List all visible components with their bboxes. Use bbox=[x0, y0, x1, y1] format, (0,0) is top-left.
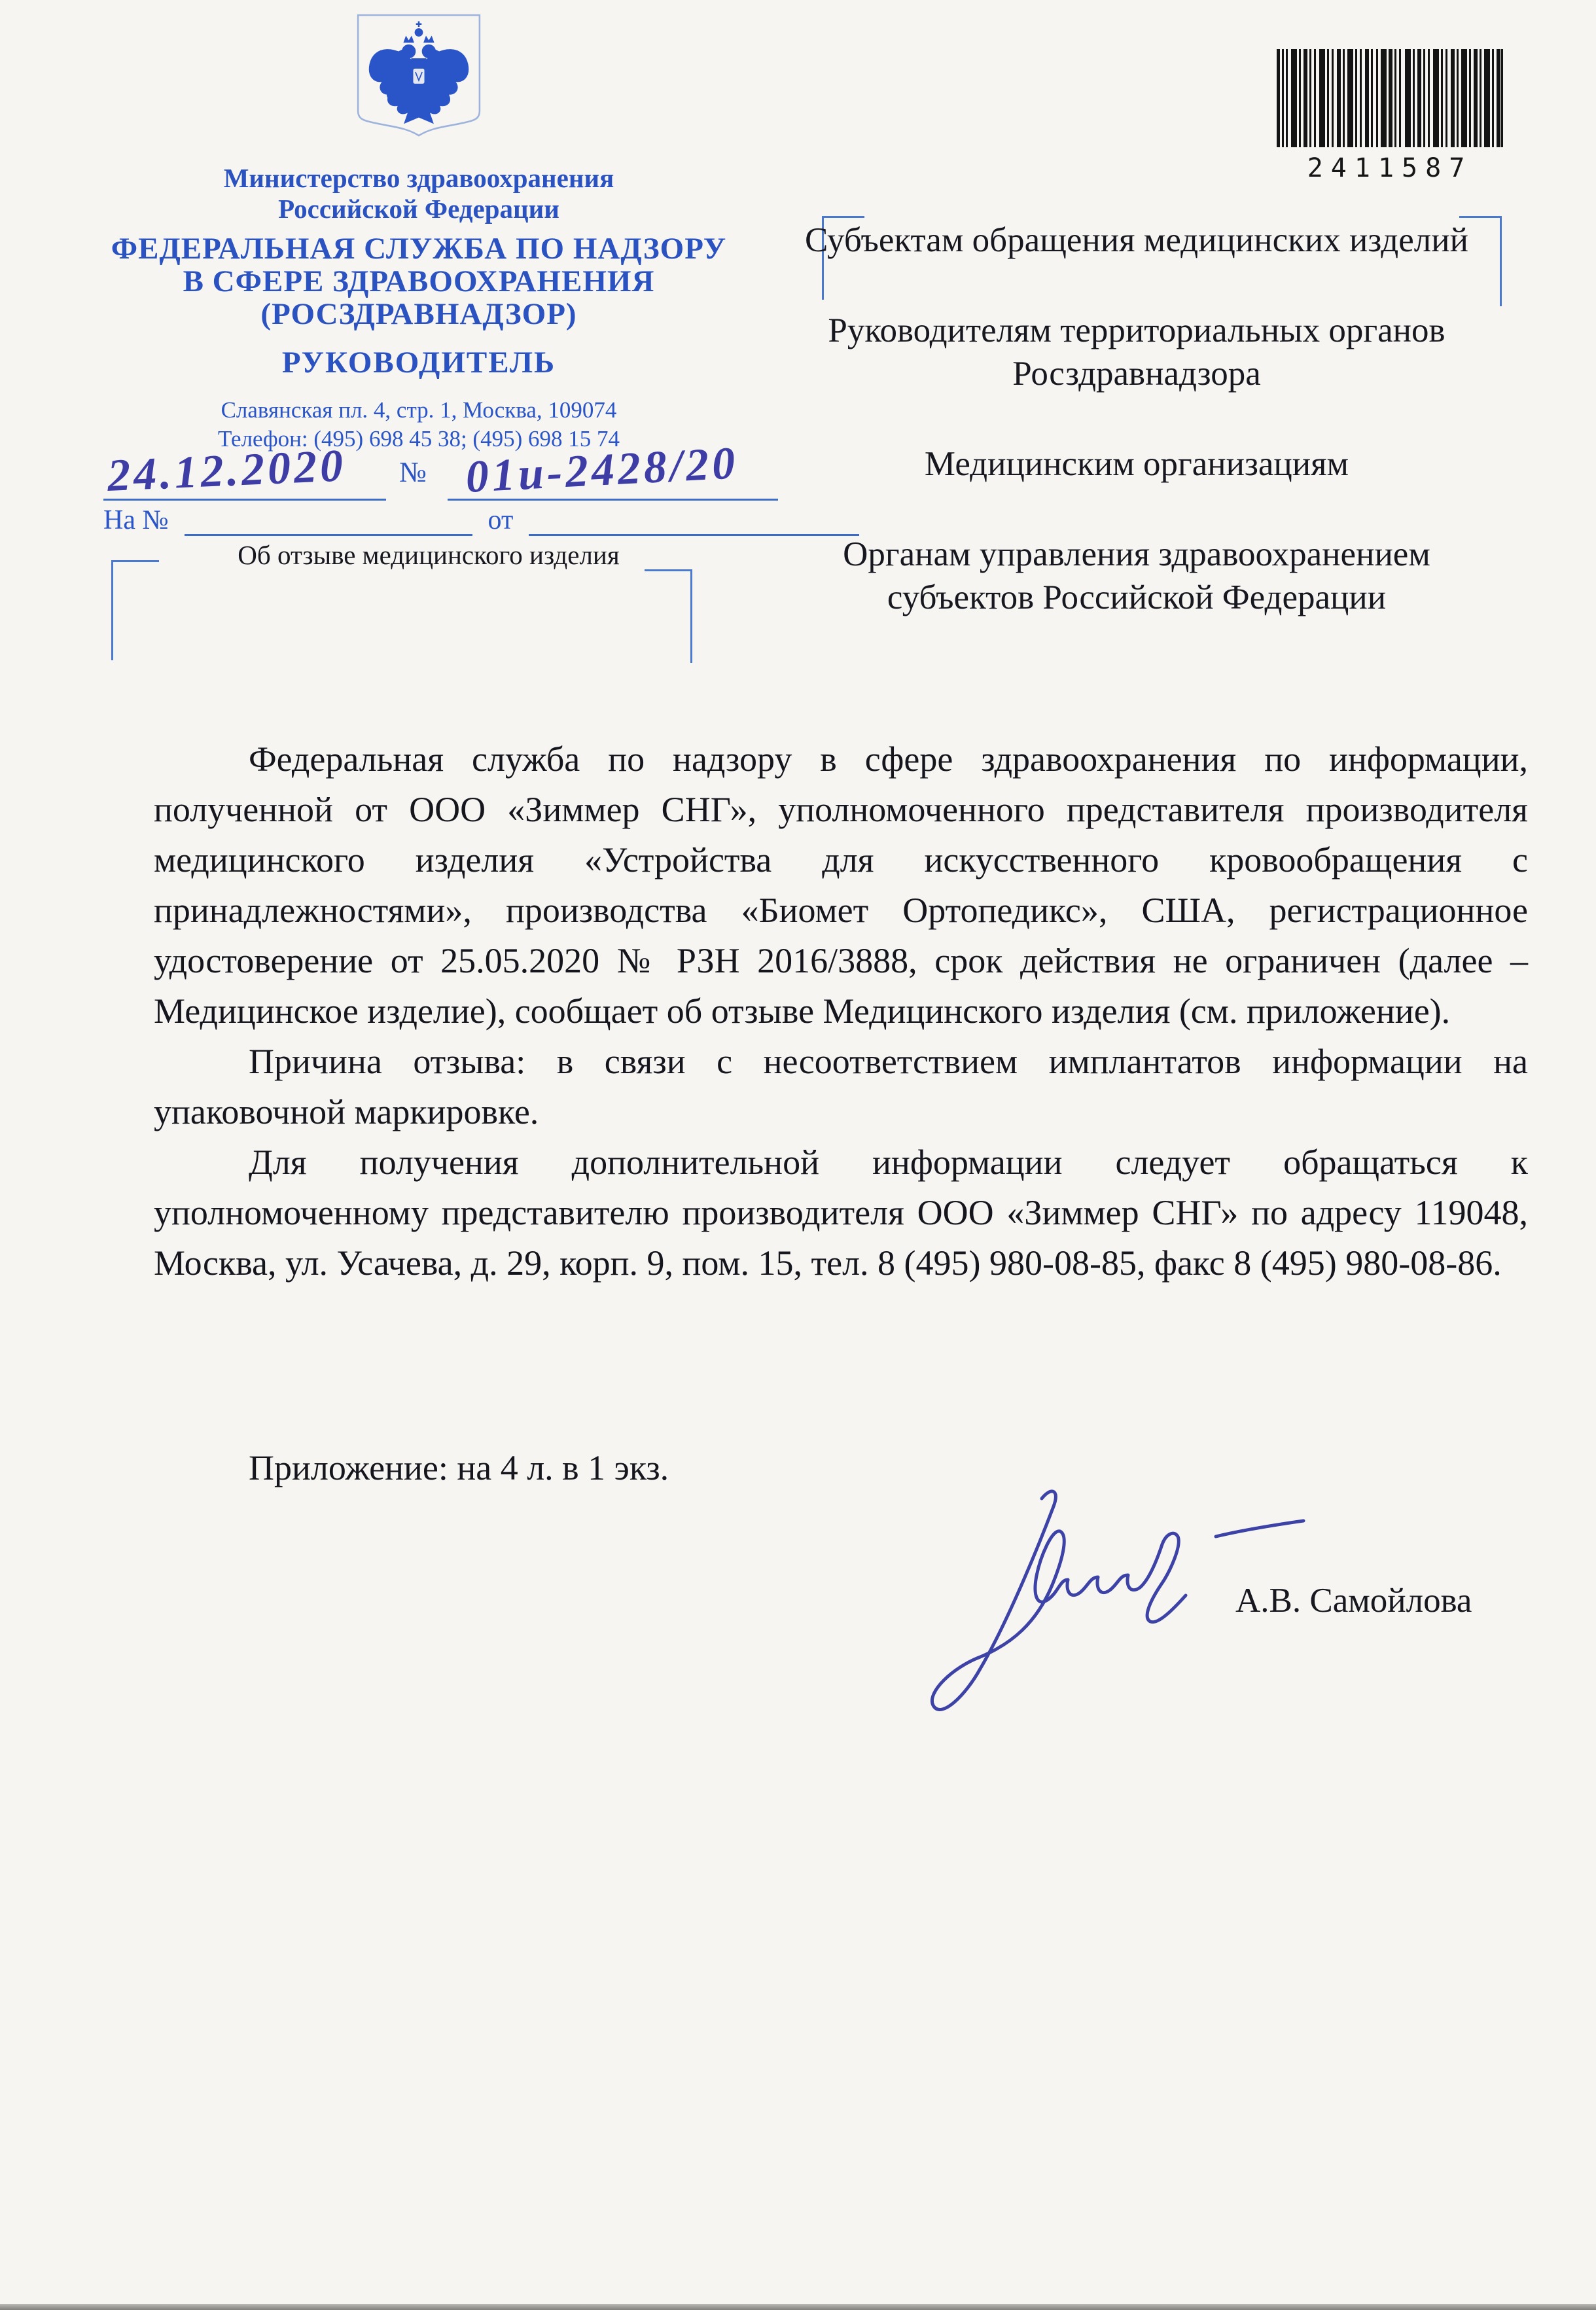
coat-of-arms-icon bbox=[349, 12, 489, 143]
addressee-item: Медицинским организациям bbox=[924, 445, 1349, 483]
reply-to-label: На № bbox=[103, 505, 169, 535]
reply-number-underline bbox=[185, 504, 472, 536]
addressee-item: Руководителям территориальных органов Росздравнадзора bbox=[828, 311, 1445, 393]
ministry-name bbox=[79, 163, 759, 224]
service-name bbox=[79, 232, 759, 330]
service-name-line2: В СФЕРЕ ЗДРАВООХРАНЕНИЯ bbox=[183, 264, 655, 298]
corner-mark-subject-left bbox=[111, 560, 159, 660]
service-name-line1: ФЕДЕРАЛЬНАЯ СЛУЖБА ПО НАДЗОРУ bbox=[111, 232, 727, 266]
date-underline bbox=[103, 435, 386, 501]
body-paragraph: Для получения дополнительной информации следует обращаться к уполномоченному представителю производителя ООО «Зиммер СНГ» по адресу 119048, Москва, ул. Усачева, д. 29, корп. 9, пом. 15, тел. 8 (495) 980-08-85, факс 8 (495) 980-08-86. bbox=[154, 1143, 1528, 1283]
addressee-item: Органам управления здравоохранением субъектов Российской Федерации bbox=[843, 535, 1430, 616]
phone-line: Телефон: (495) 698 45 38; (495) 698 15 74 bbox=[218, 426, 620, 452]
scan-edge bbox=[0, 2304, 1596, 2310]
addressee-item: Субъектам обращения медицинских изделий bbox=[805, 221, 1468, 259]
signer-name: А.В. Самойлова bbox=[1235, 1582, 1472, 1620]
registration-barcode bbox=[1276, 49, 1504, 183]
barcode-number: 2411587 bbox=[1307, 153, 1473, 183]
ministry-name-line2: Российской Федерации bbox=[278, 194, 559, 224]
letter-body bbox=[154, 734, 1528, 1288]
reply-reference-row bbox=[103, 504, 859, 536]
reply-from-label: от bbox=[488, 505, 514, 535]
attachment-note: Приложение: на 4 л. в 1 экз. bbox=[249, 1448, 669, 1487]
addressees-block bbox=[775, 219, 1498, 666]
barcode-icon bbox=[1277, 49, 1503, 147]
ministry-name-line1: Министерство здравоохранения bbox=[223, 163, 614, 193]
position-title: РУКОВОДИТЕЛЬ bbox=[281, 346, 556, 380]
body-paragraph: Причина отзыва: в связи с несоответствием имплантатов информации на упаковочной маркировке. bbox=[154, 1042, 1528, 1131]
service-name-line3: (РОСЗДРАВНАДЗОР) bbox=[260, 297, 577, 331]
handwritten-date: 24.12.2020 bbox=[106, 440, 347, 502]
corner-mark-subject-right bbox=[645, 569, 692, 663]
address-line: Славянская пл. 4, стр. 1, Москва, 109074 bbox=[221, 397, 617, 423]
number-underline bbox=[448, 435, 778, 501]
letterhead bbox=[79, 12, 759, 453]
body-paragraph: Федеральная служба по надзору в сфере здравоохранения по информации, полученной от ООО «Зиммер СНГ», уполномоченного представителя производителя медицинского изделия «Устройства для искусственного кровообращения с принадлежностями», производства «Биомет Ортопедикс», США, регистрационное удостоверение от 25.05.2020 № РЗН 2016/3888, срок действия не ограничен (далее – Медицинское изделие), сообщает об отзыве Медицинского изделия (см. приложение). bbox=[154, 739, 1528, 1031]
handwritten-number: 01и-2428/20 bbox=[464, 438, 740, 503]
subject-line: Об отзыве медицинского изделия bbox=[238, 540, 620, 570]
number-sign: № bbox=[399, 456, 427, 488]
